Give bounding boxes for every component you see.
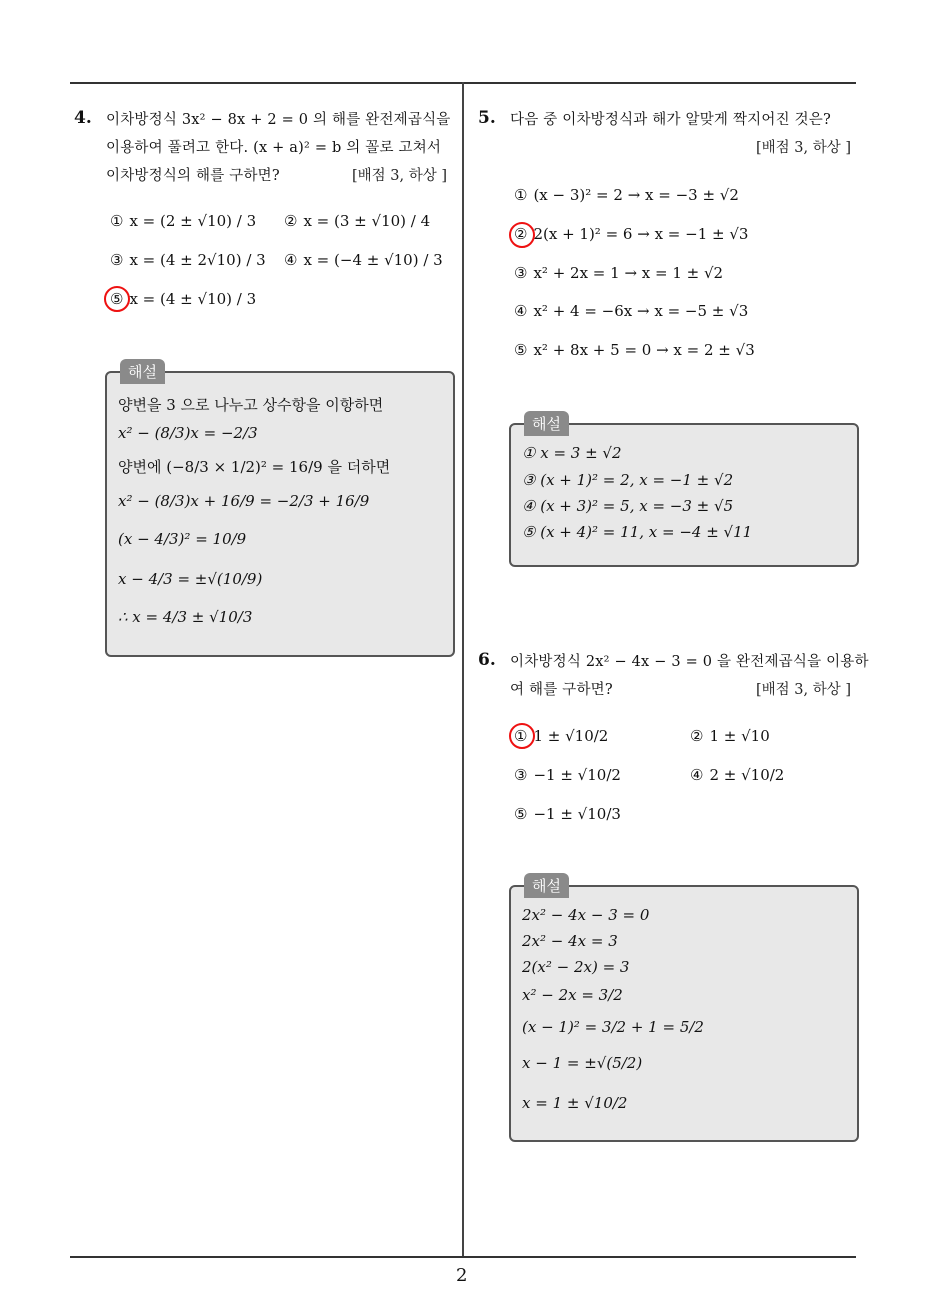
bottom-rule <box>70 1256 856 1258</box>
option-2[interactable]: ② x = (3 ± √10) / 4 <box>284 212 431 230</box>
option-4[interactable]: ④ 2 ± √10/2 <box>690 766 785 784</box>
option-5[interactable]: ⑤ x² + 8x + 5 = 0 → x = 2 ± √3 <box>514 341 755 359</box>
option-3[interactable]: ③ x = (4 ± 2√10) / 3 <box>110 251 266 269</box>
solution-line: x² − (8/3)x + 16/9 = −2/3 + 16/9 <box>118 492 370 510</box>
option-2[interactable]: ② 2(x + 1)² = 6 → x = −1 ± √3 <box>514 225 749 243</box>
question-number: 6. <box>478 650 496 670</box>
question-number: 5. <box>478 108 496 128</box>
solution-line: x = 1 ± √10/2 <box>522 1094 628 1112</box>
answer-circle-mark <box>509 222 535 248</box>
question-number: 4. <box>74 108 92 128</box>
solution-line: ③ (x + 1)² = 2, x = −1 ± √2 <box>522 471 734 489</box>
option-2[interactable]: ② 1 ± √10 <box>690 727 770 745</box>
question-text-line: 여 해를 구하면? <box>510 682 613 698</box>
solution-line: x − 1 = ±√(5/2) <box>522 1054 643 1072</box>
solution-line: (x − 1)² = 3/2 + 1 = 5/2 <box>522 1018 704 1036</box>
solution-line: x² − 2x = 3/2 <box>522 986 623 1004</box>
option-4[interactable]: ④ x² + 4 = −6x → x = −5 ± √3 <box>514 302 749 320</box>
question-text-line: 다음 중 이차방정식과 해가 알맞게 짝지어진 것은? <box>510 112 831 128</box>
solution-line: ① x = 3 ± √2 <box>522 444 622 462</box>
solution-line: x − 4/3 = ±√(10/9) <box>118 570 263 588</box>
option-5[interactable]: ⑤ −1 ± √10/3 <box>514 805 621 823</box>
solution-label: 해설 <box>120 359 165 384</box>
option-1[interactable]: ① x = (2 ± √10) / 3 <box>110 212 257 230</box>
option-5[interactable]: ⑤ x = (4 ± √10) / 3 <box>110 290 257 308</box>
option-1[interactable]: ① 1 ± √10/2 <box>514 727 609 745</box>
question-text-line: 이용하여 풀려고 한다. (x + a)² = b 의 꼴로 고쳐서 <box>106 140 442 156</box>
option-4[interactable]: ④ x = (−4 ± √10) / 3 <box>284 251 443 269</box>
solution-line: (x − 4/3)² = 10/9 <box>118 530 247 548</box>
option-3[interactable]: ③ x² + 2x = 1 → x = 1 ± √2 <box>514 264 724 282</box>
solution-line: 2x² − 4x − 3 = 0 <box>522 906 650 924</box>
solution-label: 해설 <box>524 873 569 898</box>
score-meta: [배점 3, 하상 ] <box>352 168 448 184</box>
question-text-line: 이차방정식 3x² − 8x + 2 = 0 의 해를 완전제곱식을 <box>106 112 451 128</box>
score-meta: [배점 3, 하상 ] <box>756 140 852 156</box>
question-text-line: 이차방정식 2x² − 4x − 3 = 0 을 완전제곱식을 이용하 <box>510 654 869 670</box>
solution-line: ⑤ (x + 4)² = 11, x = −4 ± √11 <box>522 523 753 541</box>
score-meta: [배점 3, 하상 ] <box>756 682 852 698</box>
solution-line: 양변을 3 으로 나누고 상수항을 이항하면 <box>118 396 384 414</box>
column-divider <box>462 82 464 1258</box>
answer-circle-mark <box>104 286 130 312</box>
solution-line: 2x² − 4x = 3 <box>522 932 618 950</box>
option-1[interactable]: ① (x − 3)² = 2 → x = −3 ± √2 <box>514 186 739 204</box>
page-number: 2 <box>456 1265 468 1286</box>
option-3[interactable]: ③ −1 ± √10/2 <box>514 766 621 784</box>
question-text-line: 이차방정식의 해를 구하면? <box>106 168 280 184</box>
solution-line: ④ (x + 3)² = 5, x = −3 ± √5 <box>522 497 734 515</box>
solution-line: 양변에 (−8/3 × 1/2)² = 16/9 을 더하면 <box>118 458 391 476</box>
solution-label: 해설 <box>524 411 569 436</box>
solution-line: x² − (8/3)x = −2/3 <box>118 424 258 442</box>
solution-line: 2(x² − 2x) = 3 <box>522 958 630 976</box>
solution-line: ∴ x = 4/3 ± √10/3 <box>118 608 253 626</box>
answer-circle-mark <box>509 723 535 749</box>
